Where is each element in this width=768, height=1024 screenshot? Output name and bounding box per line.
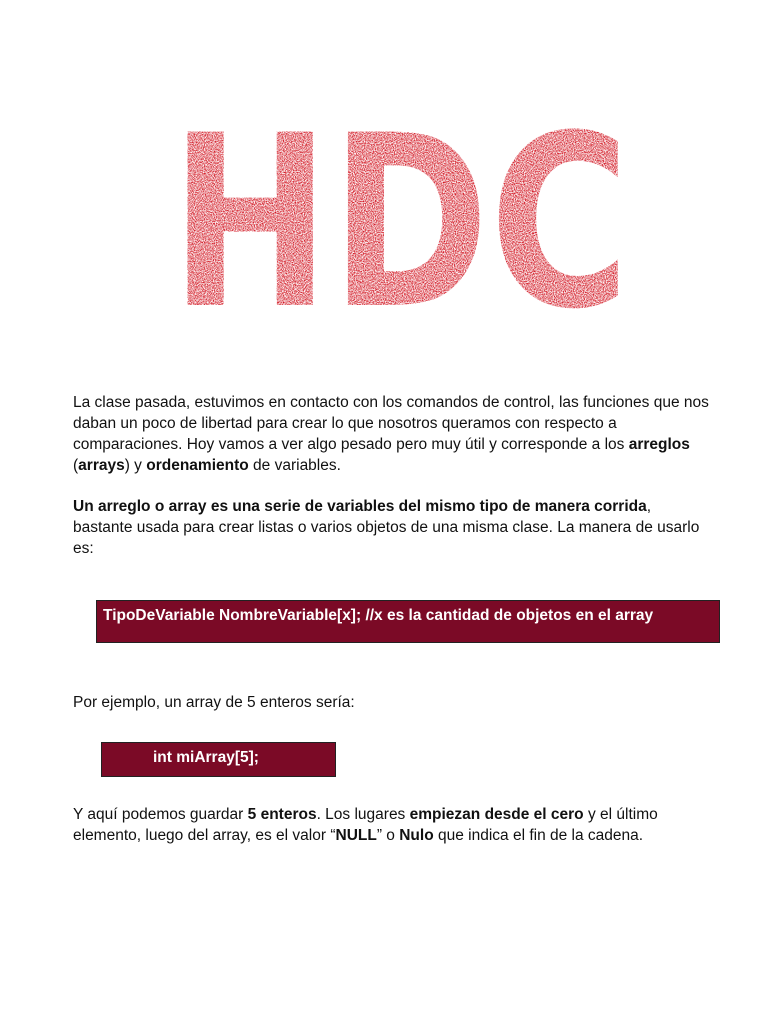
text-span: ” o [376, 827, 400, 844]
text-span: que indica el fin de la cadena. [433, 827, 644, 844]
code-block-syntax: TipoDeVariable NombreVariable[x]; //x es la cantidad de objetos en el array [96, 600, 720, 643]
bold-term-ordenamiento: ordenamiento [146, 457, 249, 474]
text-span: ) y [124, 457, 147, 474]
text-span: ( [73, 457, 79, 474]
bold-term-arrays: arrays [78, 457, 125, 474]
text-span: . Los lugares [316, 806, 410, 823]
text-span: de variables. [248, 457, 341, 474]
bold-term-nulo: Nulo [399, 827, 434, 844]
code-block-example: int miArray[5]; [101, 742, 336, 777]
text-span: y el último elemento, luego del array, es el valor “ [73, 806, 658, 844]
bold-term-cero: empiezan desde el cero [409, 806, 584, 823]
text-span: Y aquí podemos guardar [73, 806, 248, 823]
explanation-paragraph [73, 804, 713, 846]
bold-definition: Un arreglo o array es una serie de variables del mismo tipo de manera corrida [73, 498, 647, 515]
example-paragraph: Por ejemplo, un array de 5 enteros sería: [73, 694, 355, 711]
definition-paragraph [73, 496, 713, 559]
hdc-logo-graphic [160, 85, 640, 362]
bold-term-5-enteros: 5 enteros [247, 806, 317, 823]
intro-paragraph [73, 392, 713, 476]
text-span: La clase pasada, estuvimos en contacto con los comandos de control, las funciones que nos daban un poco de libertad para crear lo que nosotros queramos con respecto a comparaciones. Hoy vamos a ver algo pesado pero muy útil y corresponde a los [73, 394, 709, 453]
bold-term-arreglos: arreglos [628, 436, 690, 453]
hdc-logo-text: HDC [170, 85, 630, 362]
text-span: , bastante usada para crear listas o varios objetos de una misma clase. La manera de usarlo es: [73, 498, 700, 557]
bold-term-null: NULL [335, 827, 377, 844]
hdc-logo [160, 85, 640, 362]
